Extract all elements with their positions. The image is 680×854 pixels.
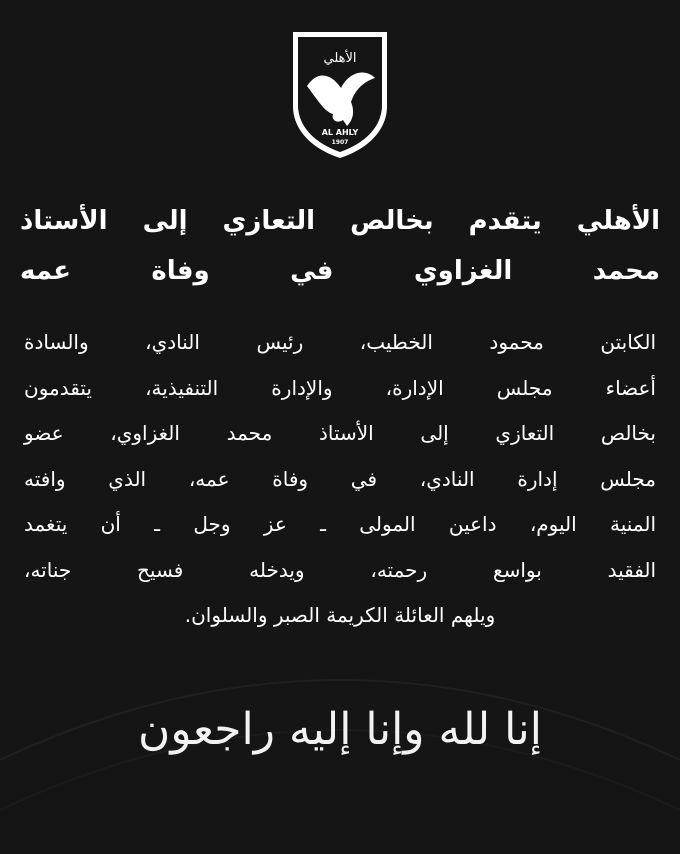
body-line: الكابتن محمود الخطيب، رئيس النادي، والسادة — [24, 330, 656, 354]
logo-name-text: AL AHLY — [321, 128, 359, 137]
body-line: المنية اليوم، داعين المولى ـ عز وجل ـ أن يتغمد — [24, 512, 656, 536]
body-line: بخالص التعازي إلى الأستاذ محمد الغزاوي، عضو — [24, 421, 656, 445]
body-line: الفقيد بواسع رحمته، ويدخله فسيح جناته، — [24, 557, 656, 582]
logo-arabic-text: الأهلي — [323, 51, 357, 66]
body-line: أعضاء مجلس الإدارة، والإدارة التنفيذية، يتقدمون — [24, 375, 656, 400]
al-ahly-logo — [289, 28, 391, 160]
title-line: الأهلي يتقدم بخالص التعازي إلى الأستاذ — [20, 206, 660, 236]
body-line: ويلهم العائلة الكريمة الصبر والسلوان. — [184, 603, 496, 627]
quran-calligraphy: إنا لله وإنا إليه راجعون — [138, 704, 542, 755]
announcement-body — [24, 320, 656, 639]
body-line: مجلس إدارة النادي، في وفاة عمه، الذي وافته — [24, 466, 656, 491]
logo-year-text: 1907 — [331, 139, 349, 146]
announcement-title — [20, 196, 660, 296]
title-line: محمد الغزاوي في وفاة عمه — [20, 256, 660, 286]
